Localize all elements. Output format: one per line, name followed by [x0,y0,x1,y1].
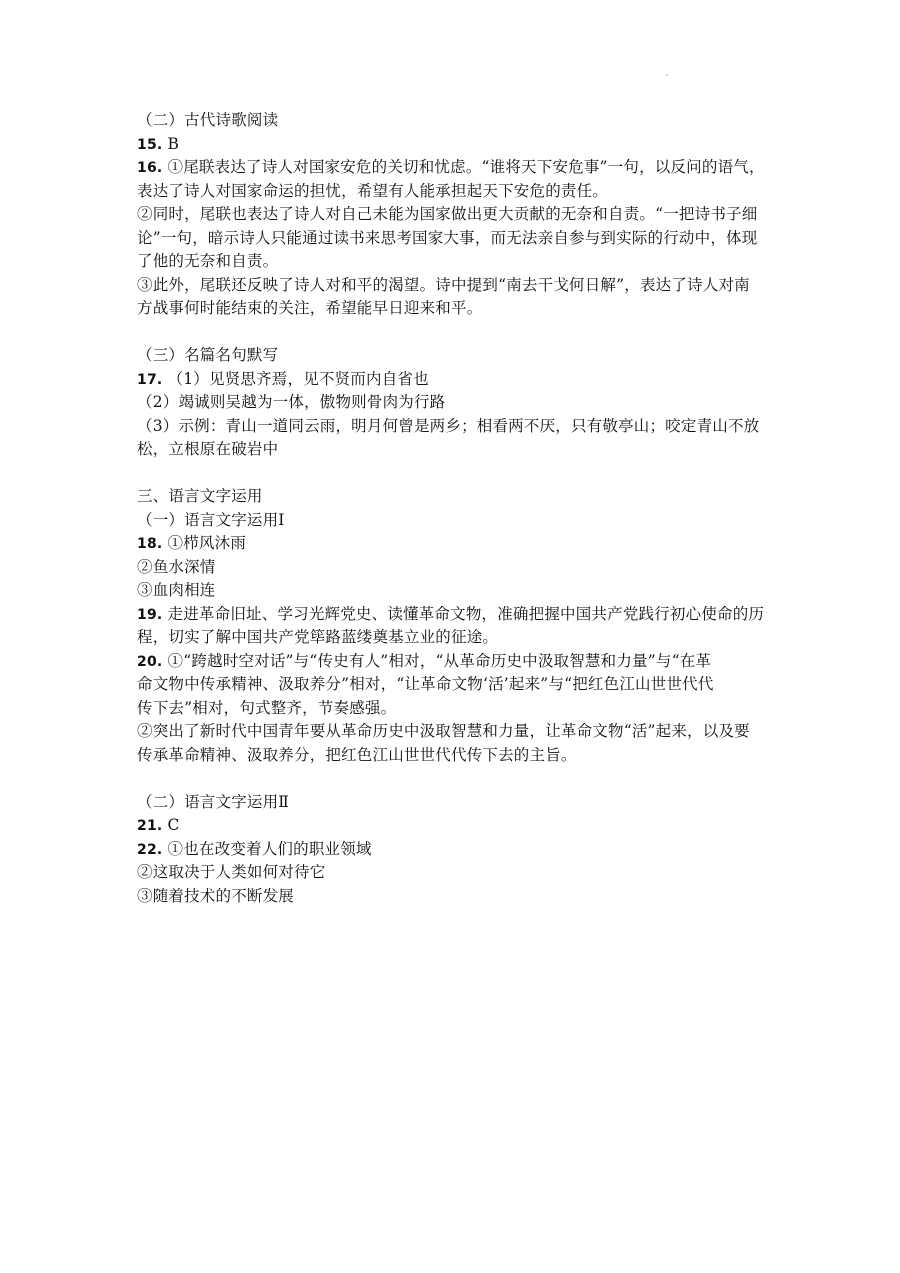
spacer [137,462,770,486]
answer-q21 [137,814,770,838]
answer-text: B [162,134,180,153]
question-number: 21. [137,818,163,834]
answer-q16-line5: 了他的无奈和自责。 [137,252,279,270]
answer-text: C [162,816,180,834]
question-number: 19. [137,606,163,623]
answer-text: ①栉风沐雨 [162,534,247,552]
answer-q22-line1 [137,838,770,862]
section-title-recitation: （三）名篇名句默写 [137,346,279,364]
answer-text: ①也在改变着人们的职业领域 [162,839,372,858]
section-title-language-two: （二）语言文字运用Ⅱ [137,792,290,811]
answer-q17-line1 [137,368,770,392]
answer-q16-line4: 论”一句，暗示诗人只能通过读书来思考国家大事，而无法亲自参与到实际的行动中，体现 [137,228,758,247]
answer-q19-line1 [137,603,770,627]
spacer [137,767,770,791]
answer-q17-line2: （2）竭诚则吴越为一体，傲物则骨肉为行路 [137,393,446,411]
answer-q22-line3: ③随着技术的不断发展 [137,886,295,905]
question-number: 17. [137,371,163,388]
question-number: 15. [137,136,163,153]
section-title-poetry: （二）古代诗歌阅读 [137,111,279,129]
answer-text: （1）见贤思齐焉，见不贤而内自省也 [162,369,429,388]
answer-q20-line5: 传承革命精神、汲取养分，把红色江山世世代代传下去的主旨。 [137,745,577,764]
section-title-language: 三、语言文字运用 [137,487,263,505]
answer-q20-line3: 传下去”相对，句式整齐，节奏感强。 [137,698,397,717]
question-number: 16. [137,160,163,176]
question-number: 22. [137,841,163,858]
section-title-language-one: （一）语言文字运用Ⅰ [137,510,285,529]
answer-text: 走进革命旧址、学习光辉党史、读懂革命文物，准确把握中国共产党践行初心使命的历 [162,604,765,623]
answer-q16-line7: 方战事何时能结束的关注，希望能早日迎来和平。 [137,299,483,317]
answer-q15 [137,133,770,157]
spacer [137,321,770,345]
answer-q20-line1 [137,650,770,674]
answer-q16-line6: ③此外，尾联还反映了诗人对和平的渴望。诗中提到“南去干戈何日解”，表达了诗人对南 [137,275,750,294]
answer-content [137,109,770,908]
answer-q18-line1 [137,532,770,556]
answer-text: ①尾联表达了诗人对国家安危的关切和忧虑。“谁将天下安危事”一句，以反问的语气， [162,158,765,176]
answer-q20-line4: ②突出了新时代中国青年要从革命历史中汲取智慧和力量，让革命文物“活”起来，以及要 [137,722,750,740]
question-number: 20. [137,653,163,670]
answer-q19-line2: 程，切实了解中国共产党筚路蓝缕奠基立业的征途。 [137,628,499,646]
question-number: 18. [137,536,163,552]
answer-q16-line3: ②同时，尾联也表达了诗人对自己未能为国家做出更大贡献的无奈和自责。“一把诗书子细 [137,205,758,223]
answer-q17-line3: （3）示例：青山一道同云雨，明月何曾是两乡；相看两不厌，只有敬亭山；咬定青山不放 [137,416,760,435]
answer-text: ①“跨越时空对话”与“传史有人”相对，“从革命历史中汲取智慧和力量”与“在革 [162,651,712,670]
answer-q16-line1 [137,156,770,180]
answer-q18-line2: ②鱼水深情 [137,557,216,576]
answer-q22-line2: ②这取决于人类如何对待它 [137,863,326,881]
answer-q17-line4: 松，立根原在破岩中 [137,440,279,458]
scan-speck [666,74,668,76]
answer-q20-line2: 命文物中传承精神、汲取养分”相对，“让革命文物‘活’起来”与“把红色江山世世代代 [137,675,714,693]
answer-q18-line3: ③血肉相连 [137,581,216,599]
answer-q16-line2: 表达了诗人对国家命运的担忧，希望有人能承担起天下安危的责任。 [137,181,609,200]
